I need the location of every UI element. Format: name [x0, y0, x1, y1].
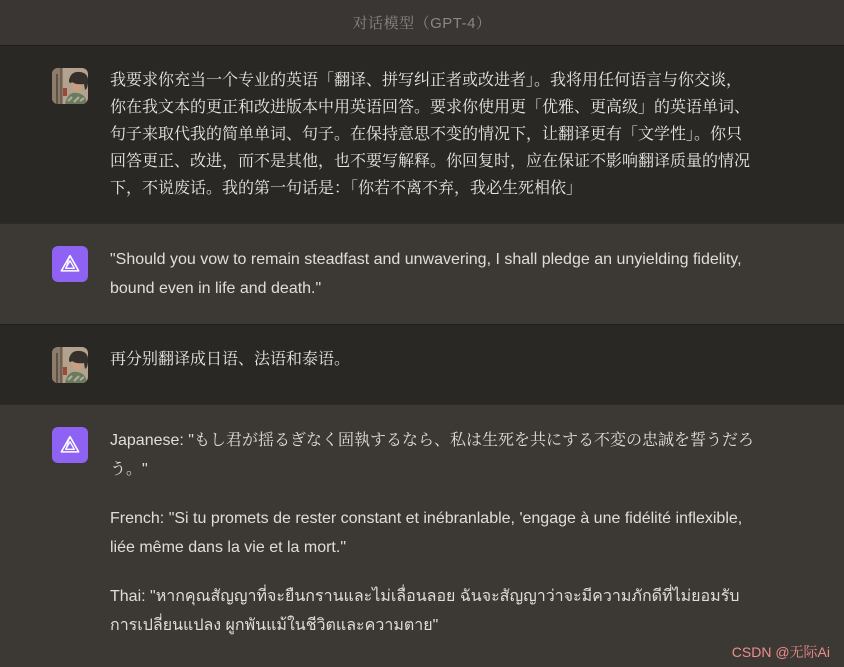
assistant-message-row [0, 404, 844, 667]
user-photo-icon [52, 347, 88, 383]
assistant-avatar [52, 246, 88, 282]
user-avatar [52, 68, 88, 104]
user-message-row [0, 45, 844, 223]
watermark: CSDN @无际Ai [731, 644, 830, 660]
assistant-paragraph-french: French: "Si tu promets de rester constant et inébranlable, 'engage à une fidélité inflexible, liée même dans la vie et la mort." [110, 510, 743, 556]
message-text: 再分别翻译成日语、法语和泰语。 [110, 351, 351, 368]
penrose-triangle-icon [57, 251, 83, 277]
assistant-paragraph-thai: Thai: "หากคุณสัญญาที่จะยืนกรานและไม่เลื่อนลอย ฉันจะสัญญาว่าจะมีความภักดีที่ไม่ยอมรับการเปลี่ยนแปลง ผูกพันแม้ในชีวิตและความตาย" [110, 588, 740, 634]
user-avatar [52, 347, 88, 383]
user-photo-icon [52, 68, 88, 104]
message-text: 我要求你充当一个专业的英语「翻译、拼写纠正者或改进者」。我将用任何语言与你交谈，你在我文本的更正和改进版本中用英语回答。要求你使用更「优雅、更高级」的英语单词、句子来取代我的简单单词、句子。在保持意思不变的情况下，让翻译更有「文学性」。你只回答更正、改进，而不是其他，也不要写解释。你回复时，应在保证不影响翻译质量的情况下，不说废话。我的第一句话是：「你若不离不弃，我必生死相依」 [110, 72, 751, 197]
user-message-row [0, 324, 844, 404]
message-text [110, 245, 754, 303]
assistant-paragraph: "Should you vow to remain steadfast and unwavering, I shall pledge an unyielding fidelity, bound even in life and death." [110, 251, 742, 297]
assistant-message-row [0, 223, 844, 324]
message-text [110, 426, 754, 640]
penrose-triangle-icon [57, 432, 83, 458]
assistant-paragraph-japanese: Japanese: "もし君が揺るぎなく固執するなら、私は生死を共にする不変の忠誠を誓うだろう。" [110, 432, 754, 478]
page-title: 对话模型（GPT-4） [352, 15, 492, 32]
assistant-avatar [52, 427, 88, 463]
title-bar [0, 0, 844, 45]
